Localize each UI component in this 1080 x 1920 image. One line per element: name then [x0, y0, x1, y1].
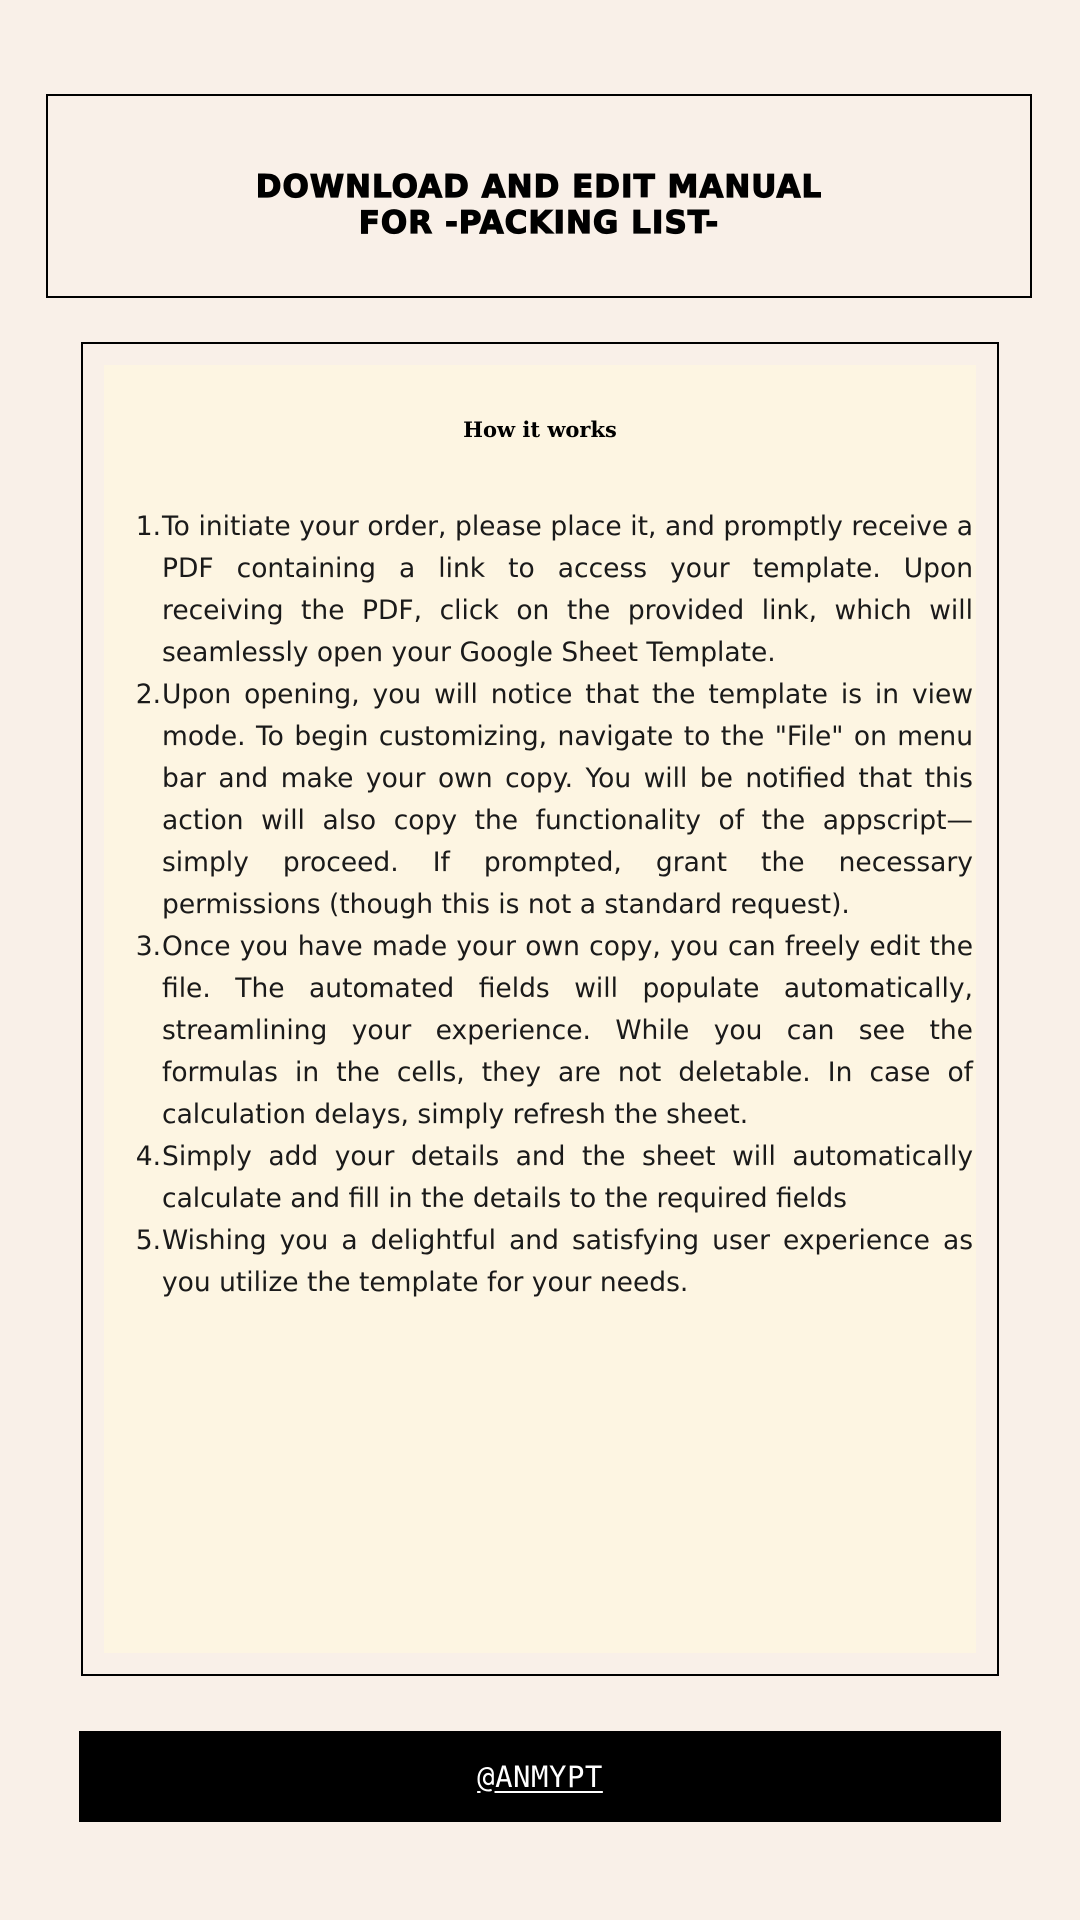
page-title: [256, 169, 823, 241]
step-item-3: [135, 926, 973, 1136]
step-number-4: 4.: [135, 1141, 161, 1172]
step-text-5: Wishing you a delightful and satisfying user experience as you utilize the template for your needs.: [162, 1225, 973, 1298]
page-title-line-2: FOR -PACKING LIST-: [358, 205, 720, 241]
step-number-2: 2.: [135, 679, 161, 710]
step-text-3: Once you have made your own copy, you can freely edit the file. The automated fields will populate automatically, streamlining your experience. While you can see the formulas in the cells, they are not deletable. In case of calculation delays, simply refresh the sheet.: [162, 931, 973, 1130]
step-text-4: Simply add your details and the sheet will automatically calculate and fill in the details to the required fields: [162, 1141, 973, 1214]
step-item-5: [135, 1220, 973, 1304]
steps-list: [135, 506, 973, 1304]
step-item-1: [135, 506, 973, 674]
step-item-2: [135, 674, 973, 926]
step-text-1: To initiate your order, please place it, and promptly receive a PDF containing a link to access your template. Upon receiving the PDF, click on the provided link, which will seamlessly open your Google Sheet Template.: [162, 511, 973, 668]
footer-bar: [79, 1731, 1001, 1822]
step-number-5: 5.: [135, 1225, 161, 1256]
title-banner: [46, 94, 1032, 298]
how-it-works-heading: How it works: [463, 417, 617, 442]
step-number-3: 3.: [135, 931, 161, 962]
manual-frame: [81, 342, 999, 1676]
social-handle-link[interactable]: @ANMYPT: [477, 1759, 603, 1794]
step-number-1: 1.: [135, 511, 161, 542]
page-title-line-1: DOWNLOAD AND EDIT MANUAL: [255, 169, 823, 205]
manual-panel: [104, 365, 976, 1653]
step-text-2: Upon opening, you will notice that the template is in view mode. To begin customizing, navigate to the "File" on menu bar and make your own copy. You will be notified that this action will also copy the functionality of the appscript—simply proceed. If prompted, grant the necessary permissions (though this is not a standard request).: [162, 679, 973, 920]
step-item-4: [135, 1136, 973, 1220]
